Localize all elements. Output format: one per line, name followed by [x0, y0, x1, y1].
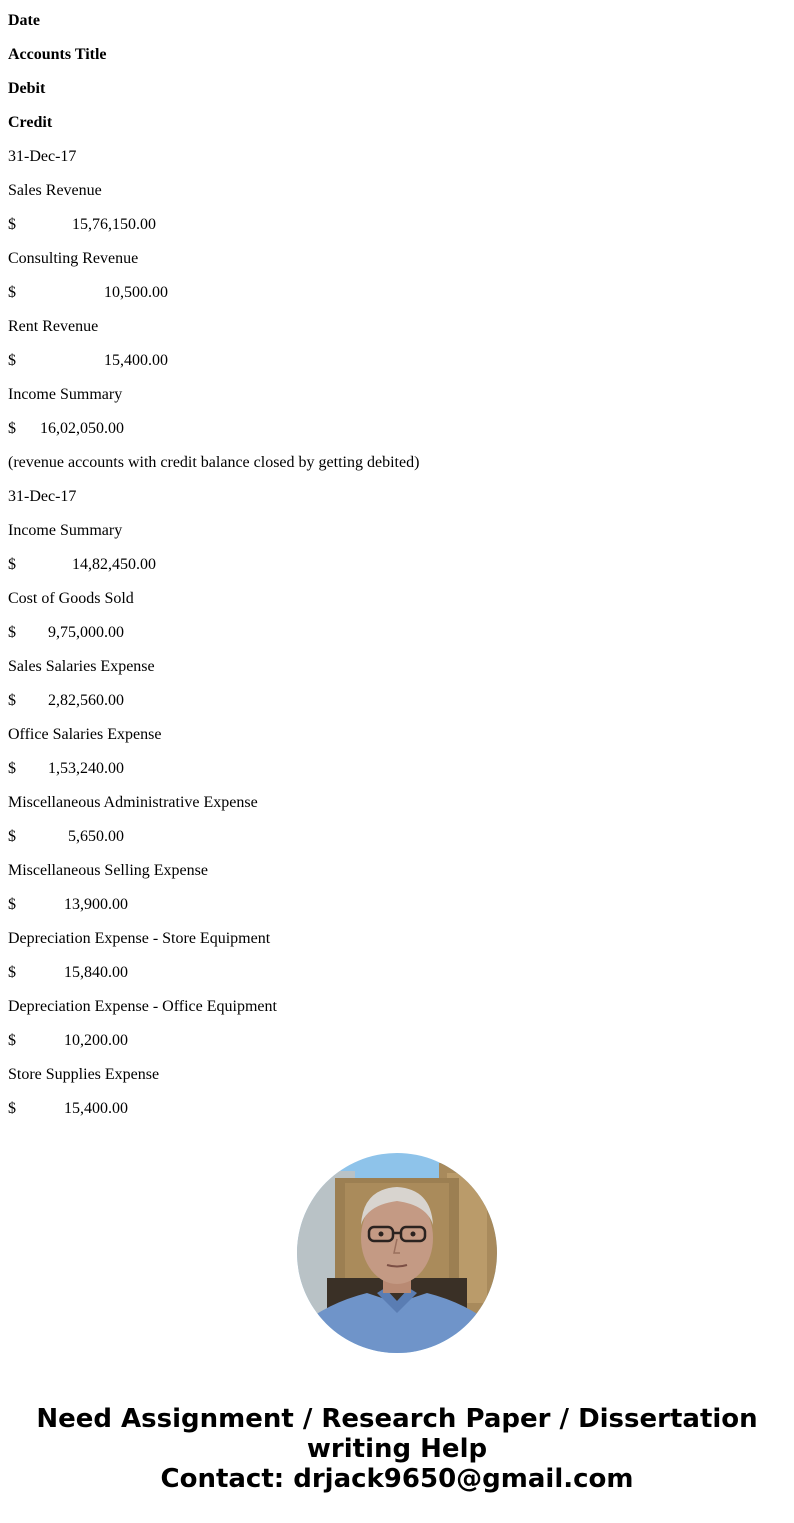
amount: $ 15,76,150.00: [8, 216, 156, 233]
account-title: Office Salaries Expense: [8, 726, 162, 743]
promo-line-1: Need Assignment / Research Paper / Dissertation: [36, 1404, 758, 1434]
promo-line-2: writing Help: [306, 1434, 488, 1464]
amount: $ 10,500.00: [8, 284, 168, 301]
account-title: Sales Salaries Expense: [8, 658, 155, 675]
header-credit: Credit: [8, 114, 53, 131]
header-date: Date: [8, 12, 40, 29]
account-title: Depreciation Expense - Store Equipment: [8, 930, 271, 947]
header-debit: Debit: [8, 80, 46, 97]
entry-date: 31-Dec-17: [8, 488, 77, 505]
account-title: Cost of Goods Sold: [8, 590, 134, 607]
entry-note: (revenue accounts with credit balance closed by getting debited): [8, 454, 420, 471]
account-title: Miscellaneous Administrative Expense: [8, 794, 258, 811]
promo-footer: [0, 1404, 794, 1494]
header-accounts-title: Accounts Title: [8, 46, 107, 63]
amount: $ 9,75,000.00: [8, 624, 124, 641]
amount: $ 14,82,450.00: [8, 556, 156, 573]
account-title: Income Summary: [8, 522, 123, 539]
journal-entries: [8, 12, 786, 1134]
account-title: Store Supplies Expense: [8, 1066, 160, 1083]
amount: $ 1,53,240.00: [8, 760, 124, 777]
amount: $ 13,900.00: [8, 896, 128, 913]
amount: $ 15,400.00: [8, 352, 168, 369]
entry-date: 31-Dec-17: [8, 148, 77, 165]
amount: $ 10,200.00: [8, 1032, 128, 1049]
account-title: Miscellaneous Selling Expense: [8, 862, 208, 879]
person-portrait-icon: [297, 1153, 497, 1353]
promo-contact[interactable]: Contact: drjack9650@gmail.com: [160, 1464, 634, 1494]
amount: $ 16,02,050.00: [8, 420, 124, 437]
amount: $ 5,650.00: [8, 828, 124, 845]
account-title: Sales Revenue: [8, 182, 102, 199]
amount: $ 15,400.00: [8, 1100, 128, 1117]
account-title: Rent Revenue: [8, 318, 99, 335]
amount: $ 2,82,560.00: [8, 692, 124, 709]
account-title: Income Summary: [8, 386, 123, 403]
account-title: Consulting Revenue: [8, 250, 139, 267]
account-title: Depreciation Expense - Office Equipment: [8, 998, 277, 1015]
amount: $ 15,840.00: [8, 964, 128, 981]
